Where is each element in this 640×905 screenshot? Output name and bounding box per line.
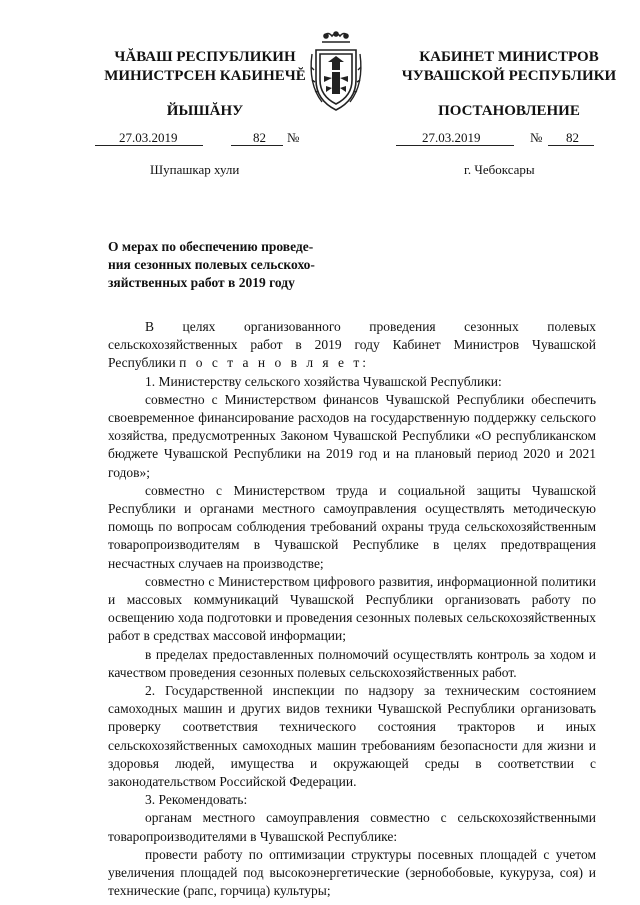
header-left-line2: МИНИСТРСЕН КАБИНЕЧĔ (104, 68, 306, 84)
paragraph-1: 1. Министерству сельского хозяйства Чувашской Республики: (145, 373, 502, 389)
paragraph-3a: органам местного самоуправления совместно с сельскохозяйственными товаропроизводителями в Чувашской Республике: (108, 810, 596, 844)
paragraph-3: 3. Рекомендовать: (145, 792, 248, 808)
header-right-doc-type: ПОСТАНОВЛЕНИЕ (438, 103, 580, 119)
right-date: 27.03.2019 (422, 130, 481, 145)
right-place: г. Чебоксары (464, 162, 535, 177)
header-left-line1: ЧĂВАШ РЕСПУБЛИКИН (114, 49, 296, 65)
coat-of-arms-emblem (306, 30, 366, 120)
left-number-sign: № (287, 130, 300, 145)
intro-text: В целях организованного проведения сезонных полевых сельскохозяйственных работ в 2019 году Кабинет Министров Чувашской Республики (108, 319, 596, 371)
subject-line-2: ния сезонных полевых сельскохо- (108, 257, 315, 272)
paragraph-1d: в пределах предоставленных полномочий осуществлять контроль за ходом и качеством проведения сезонных полевых сельскохозяйственных работ. (108, 646, 596, 680)
subject-line-3: зяйственных работ в 2019 году (108, 275, 295, 290)
left-place: Шупашкар хули (150, 162, 240, 177)
header-left (85, 48, 325, 121)
intro-paragraph (108, 318, 596, 373)
paragraph-3b: провести работу по оптимизации структуры посевных площадей с учетом увеличения площадей под высокоэнергетические (зернобобовые, кукуруза, соя) и технические (рапс, горчица) культуры; (108, 846, 596, 899)
left-date: 27.03.2019 (119, 130, 178, 145)
header-right-line2: ЧУВАШСКОЙ РЕСПУБЛИКИ (401, 68, 617, 84)
header-right-line1: КАБИНЕТ МИНИСТРОВ (419, 49, 599, 65)
paragraph-1c: совместно с Министерством цифрового развития, информационной политики и массовых коммуникаций Чувашской Республики организовать работу по освещению хода подготовки и проведения сезонных полевых сельскохозяйственных работ в средствах массовой информации; (108, 573, 596, 644)
right-date-number-row (396, 130, 606, 148)
document-subject (108, 238, 353, 292)
document-body (108, 318, 596, 901)
subject-line-1: О мерах по обеспечению проведе- (108, 239, 314, 254)
intro-verb: п о с т а н о в л я е т: (179, 355, 370, 371)
header-right (384, 48, 634, 121)
paragraph-2: 2. Государственной инспекции по надзору за техническим состоянием самоходных машин и других видов техники Чувашской Республики организовать проверку соответствия технического состояния тракторов и иных сельскохозяйственных самоходных машин требованиям безопасности для жизни и здоровья людей, имущества и окружающей среды в соответствии с законодательством Российской Федерации. (108, 683, 596, 790)
left-date-number-row (95, 130, 315, 148)
paragraph-1a: совместно с Министерством финансов Чувашской Республики обеспечить своевременное финансирование расходов на государственную поддержку сельского хозяйства, предусмотренных Законом Чувашской Республики «О республиканском бюджете Чувашской Республики на 2019 год и на плановый период 2020 и 2021 годов»; (108, 391, 596, 480)
right-number-sign: № (530, 130, 543, 145)
left-number: 82 (253, 130, 266, 145)
right-number: 82 (566, 130, 579, 145)
header-left-doc-type: ЙЫШĂНУ (166, 103, 244, 119)
paragraph-1b: совместно с Министерством труда и социальной защиты Чувашской Республики и органами местного самоуправления осуществлять методическую помощь по вопросам соблюдения требований охраны труда сельскохозяйственным товаропроизводителям в Чувашской Республике в целях предотвращения несчастных случаев на производстве; (108, 482, 596, 571)
